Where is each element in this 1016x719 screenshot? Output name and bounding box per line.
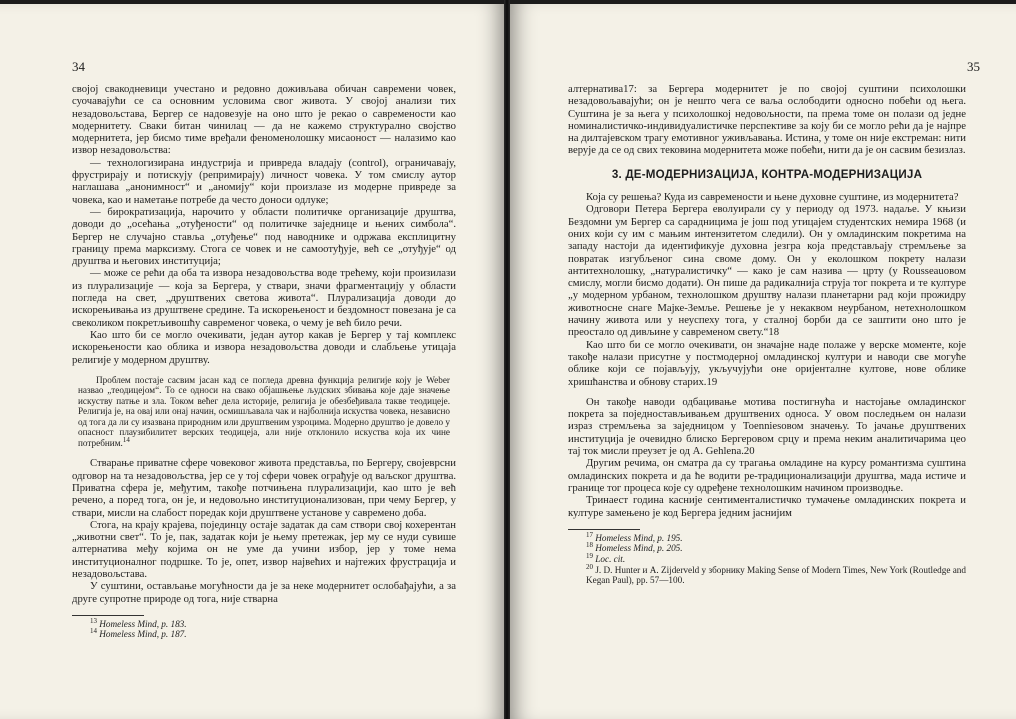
footnote: $^{13}$ Homeless Mind, p. 183. — [90, 616, 187, 629]
footnotes — [72, 616, 456, 640]
footnote-rule — [72, 615, 144, 616]
paragraph: Одговори Петера Бергера еволуирали су у периоду од 1973. надаље. У књизи Бездомни ум Бергер са сарадницима је још под утицајем студентских немира 1968 (и оних који су им с мањим интензитетом следили). Он у омладинским покретима на западу настоји да идентификује духовна језгра која представљају стремљење за повратак изгубљеног сина своме дому. Он у еколошком покрету налази антитехнолошку, „натуралистичку“ — како је сам назива — црту (у Rousseauовом смислу, могли бисмо додати). Он пише да радикалнија струја тог покрета и те културе „у модерном урбаном, технолошком друштву налази планетарни рад који прожидру животносне снаге Мајке-Земље. Решење је у некаквом неурбаном, нетехнолошком начину живота или у неуспеху тога, у сталној борби да се заштити оно што је преостало од дивљине у савременом свету.“18 — [568, 203, 966, 339]
block-quote — [78, 375, 450, 449]
paragraph: Другим речима, он сматра да су трагања омладине на курсу романтизма суштина омладинских покрета и да ће водити ре-традиционализацији друштва, мада истиче и границе тог процеса које су одређене технолошким начином производње. — [568, 457, 966, 494]
footnote: $^{19}$ Loc. cit. — [586, 551, 626, 564]
paragraph: Стога, на крају крајева, појединцу остаје задатак да сам створи свој кохерентан „животни свет“. То је, пак, задатак који је њему претежак, јер му се нуди сувише алтернатива међу којима он не уме да учини избор, јер у томе нема институционалног подршке. То је, опет, извор највећих и најтежих фрустрација и незадовољстава. — [72, 518, 456, 580]
paragraph: Као што би се могло очекивати, један аутор какав је Бергер у тај комплекс искорењености као облика и извора незадовољства доводи и слабљење утицаја религије у модерном друштву. — [72, 328, 456, 366]
paragraph: Као што би се могло очекивати, он значајне наде полаже у верске моменте, које такође налази присутне у постмодерној омладинској култури и наводи све могуће облике који се појављују, укључујући оне оријенталне култове, нове облике хришћанства и обнову старих.19 — [568, 338, 966, 388]
footnote: $^{20}$ J. D. Hunter и A. Zijderveld у зборнику Making Sense of Modern Times, New York (Routledge and Kegan Paul), pp. 57—100. — [586, 562, 966, 586]
footnote-rule — [568, 529, 640, 530]
paragraph: У суштини, остављање могућности да је за неке модернитет ослобађајући, а за друге супротне природе од тога, није стварна — [72, 580, 456, 605]
footnote: $^{18}$ Homeless Mind, p. 205. — [586, 541, 683, 554]
footnote: $^{17}$ Homeless Mind, p. 195. — [586, 530, 683, 543]
paragraph: Тринаест година касније сентименталистичко тумачење омладинских покрета и културе замењено је код Бергера једним јаснијим — [568, 494, 966, 519]
paragraph: својој свакодневици учестано и редовно доживљава обичан савремени човек, суочавајући се са основним условима свог живота. У својој анализи тих незадовољстава, Бергер се надовезује на оно што је рекао о савремености као модернитету. Сваки битан чинилац — да не кажемо структурално својство модернитета, јер бисмо тиме вређали феноменолошку мисаоност — налазимо као извор незадовољства: — [72, 83, 456, 157]
left-text-column — [72, 83, 456, 640]
footnote: $^{14}$ Homeless Mind, p. 187. — [90, 627, 187, 640]
page-number: 34 — [72, 59, 85, 74]
paragraph: Стварање приватне сфере човековог живота представља, по Бергеру, својеврсни одговор на та незадовољства, јер се у тој сфери човек ограђује од ваљског друштва. Приватна сфера је, међутим, такође потчињена плурализацији, као што је већ речено, а поред тога, он је, и недовољно институционализован, при чему Бергер, у ствари, мисли на слабост поредак који друштвене установе у савремено доба. — [72, 457, 456, 519]
page-number: 35 — [967, 59, 980, 74]
paragraph: — може се рећи да оба та извора незадовољства воде трећему, који произилази из плурализације — која за Бергера, у ствари, значи фрагментацију у области погледа на свет, „друштвених светова живота“. Плурализација доводи до искорењивања из друштвене средине. Та искорењеност и бездомност повезана је са свеколиком покретљивошћу савременог човека, о чему је већ било речи. — [72, 267, 456, 329]
paragraph: Он такође наводи одбацивање мотива постигнућа и настојање омладинског покрета за поједностављивањем друштвених односа. У овом последњем он налази израз стремљења за заједницом у Toenniesовом значењу. То јачање друштвених институција је очевидно блиско Бергеровом срцу и према неким аналитичарима цео тај ток мисли преузет је од A. Gehlena.20 — [568, 395, 966, 458]
paragraph: — бирократизација, нарочито у области политичке организације друштва, доводи до „осећања „отуђености“ од политичке заједнице и њених симбола“. Бергер не случајно ставља „отуђење“ под наводнике и одржава експлицитну границу према марксизму. Стога се човек и не самоотуђује, већ се „отуђује“ од друштва и његових институција; — [72, 205, 456, 268]
quote-footnote-ref: 14 — [122, 435, 130, 444]
right-text-column — [568, 83, 966, 586]
right-page — [510, 4, 1016, 719]
paragraph: — технологизирана индустрија и привреда владају (control), ограничавају, фрустрирају и потискују (репримирају) личност човека. У том смислу аутор наглашава „анонимност“ и „аномију“ који произлазе из модерне привреде за човека, као и наметање потребе да често доноси одлуке; — [72, 156, 456, 206]
left-page — [0, 4, 504, 719]
footnotes — [568, 530, 966, 586]
section-heading: 3. ДЕ-МОДЕРНИЗАЦИЈА, КОНТРА-МОДЕРНИЗАЦИЈА — [611, 167, 923, 181]
paragraph: алтернатива17: за Бергера модернитет је по својој суштини психолошки незадовољавајући; он је нешто чега се ваља ослободити односно побећи од њега. Суштина је за њега у психолошкој недовољности, па према томе он полази од једне номиналистичко-индивидуалистичке перспективе за коју би се могло рећи да је најпре на дилтајевском трагу емотивног уживљавања. Истина, у томе он није екстреман: нити верује да се од свих тековина модернитета може побећи, нити да је он сасвим безизлаз. — [568, 83, 966, 157]
paragraph: Која су решења? Куда из савремености и њене духовне суштине, из модернитета? — [586, 191, 959, 204]
quote-text: Проблем постаје сасвим јасан кад се погледа древна функција религије коју је Weber назвао „теодицејом“. То се односи на свако објашњење људских збивања које даје значење искуству патње и зла. Током већег дела историје, религија је обезбеђивала такве теодицеје. Религија је, на овај или онај начин, осмишљавала чак и најболнија искуства човека, независно од тога да ли су изазвана природним или друштвеним узроцима. Модерно друштво је довело у опасност плаузибилитет верских теодицеја, али није отклонило искуства која их чине потребним. — [78, 374, 450, 448]
